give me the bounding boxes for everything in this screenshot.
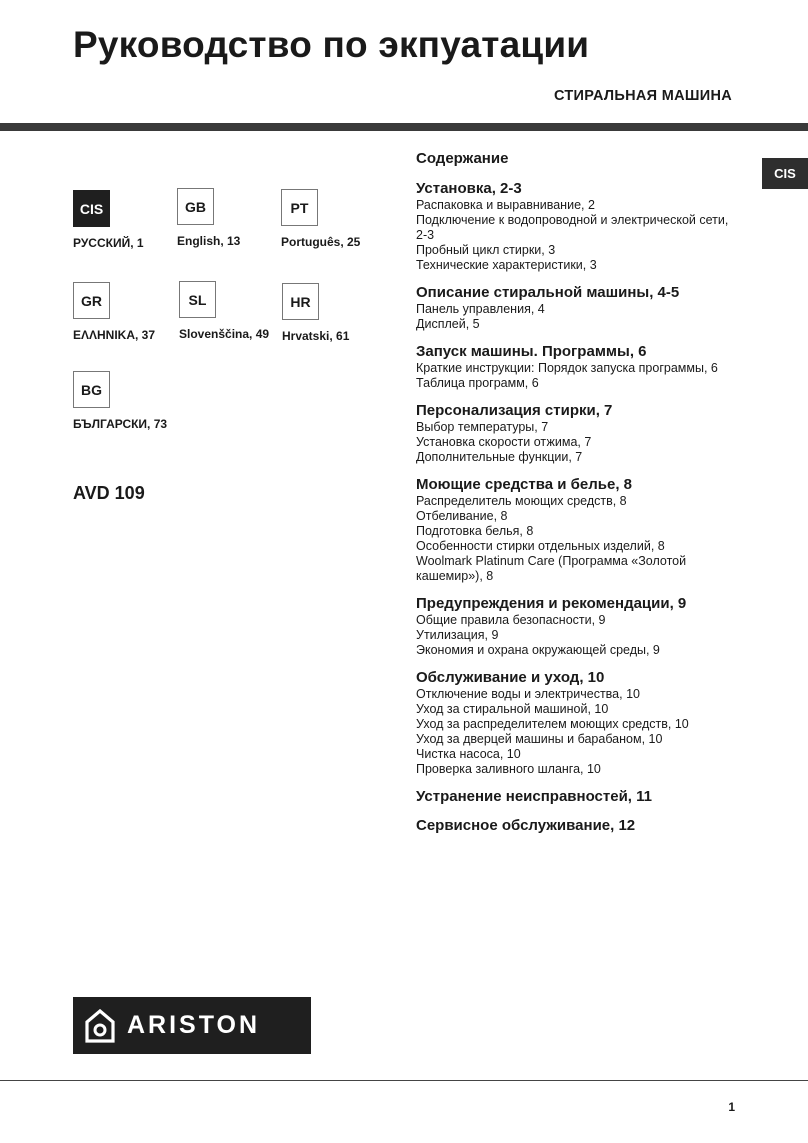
language-code-box: PT (281, 189, 318, 226)
toc-section (416, 402, 736, 465)
toc-item[interactable]: Технические характеристики, 3 (416, 258, 597, 272)
toc-sections (416, 180, 736, 835)
toc-item[interactable]: Отбеливание, 8 (416, 509, 508, 523)
language-gb[interactable] (177, 188, 241, 248)
language-gr[interactable] (73, 282, 156, 342)
toc-section-title[interactable]: Запуск машины. Программы, 6 (416, 343, 647, 360)
language-code-box: GB (177, 188, 214, 225)
toc-item[interactable]: Установка скорости отжима, 7 (416, 435, 592, 449)
table-of-contents (416, 150, 736, 846)
language-label: Slovenščina, 49 (179, 327, 270, 341)
toc-section-title[interactable]: Устранение неисправностей, 11 (416, 788, 652, 805)
toc-section-title[interactable]: Сервисное обслуживание, 12 (416, 817, 636, 834)
toc-section (416, 669, 736, 777)
language-label: English, 13 (177, 234, 241, 248)
footer-divider (0, 1080, 808, 1081)
toc-item[interactable]: Панель управления, 4 (416, 302, 545, 316)
language-code-box: GR (73, 282, 110, 319)
language-label: Hrvatski, 61 (282, 329, 350, 343)
toc-item[interactable]: Общие правила безопасности, 9 (416, 613, 606, 627)
language-sl[interactable] (179, 281, 270, 341)
toc-section (416, 817, 736, 835)
language-code-box: HR (282, 283, 319, 320)
language-label: РУССКИЙ, 1 (73, 236, 144, 250)
toc-section (416, 343, 736, 391)
toc-item[interactable]: Уход за стиральной машиной, 10 (416, 702, 609, 716)
page-title: Руководство по экпуатации (73, 24, 590, 65)
toc-item[interactable]: Уход за распределителем моющих средств, 10 (416, 717, 689, 731)
language-code-box: SL (179, 281, 216, 318)
house-icon (85, 1009, 115, 1043)
toc-item[interactable]: Распаковка и выравнивание, 2 (416, 198, 595, 212)
toc-item[interactable]: Проверка заливного шланга, 10 (416, 762, 601, 776)
toc-item[interactable]: Пробный цикл стирки, 3 (416, 243, 556, 257)
brand-name: ARISTON (127, 1011, 261, 1039)
toc-section-title[interactable]: Персонализация стирки, 7 (416, 402, 613, 419)
side-language-tab: CIS (762, 158, 808, 189)
toc-section-title[interactable]: Предупреждения и рекомендации, 9 (416, 595, 687, 612)
language-pt[interactable] (281, 189, 361, 249)
toc-section-title[interactable]: Установка, 2-3 (416, 180, 522, 197)
header-divider (0, 123, 808, 131)
toc-section (416, 595, 736, 658)
language-bg[interactable] (73, 371, 168, 431)
toc-item[interactable]: Дисплей, 5 (416, 317, 480, 331)
toc-item[interactable]: Дополнительные функции, 7 (416, 450, 583, 464)
toc-item[interactable]: Особенности стирки отдельных изделий, 8 (416, 539, 665, 553)
language-label: ΕΛΛΗΝΙΚΑ, 37 (73, 328, 156, 342)
toc-heading: Содержание (416, 150, 509, 167)
toc-item[interactable]: Таблица программ, 6 (416, 376, 539, 390)
toc-item[interactable]: Отключение воды и электричества, 10 (416, 687, 640, 701)
toc-item[interactable]: Экономия и охрана окружающей среды, 9 (416, 643, 660, 657)
toc-section-title[interactable]: Моющие средства и белье, 8 (416, 476, 633, 493)
language-label: Português, 25 (281, 235, 361, 249)
toc-section-title[interactable]: Описание стиральной машины, 4-5 (416, 284, 680, 301)
toc-section (416, 284, 736, 332)
toc-item[interactable]: Краткие инструкции: Порядок запуска программы, 6 (416, 361, 718, 375)
toc-section-title[interactable]: Обслуживание и уход, 10 (416, 669, 605, 686)
toc-item[interactable]: Уход за дверцей машины и барабаном, 10 (416, 732, 663, 746)
toc-item[interactable]: Утилизация, 9 (416, 628, 499, 642)
toc-item[interactable]: Подключение к водопроводной и электрической сети, 2-3 (416, 213, 729, 242)
language-hr[interactable] (282, 283, 350, 343)
page-number: 1 (728, 1100, 735, 1114)
page-subtitle: СТИРАЛЬНАЯ МАШИНА (553, 88, 732, 104)
language-cis[interactable] (73, 190, 144, 250)
toc-item[interactable]: Подготовка белья, 8 (416, 524, 534, 538)
language-code-box: CIS (73, 190, 110, 227)
toc-section (416, 476, 736, 584)
toc-item[interactable]: Распределитель моющих средств, 8 (416, 494, 627, 508)
toc-item[interactable]: Woolmark Platinum Care (Программа «Золотой кашемир»), 8 (416, 554, 687, 583)
toc-section (416, 180, 736, 273)
ariston-logo (73, 997, 311, 1054)
language-code-box: BG (73, 371, 110, 408)
toc-section (416, 788, 736, 806)
toc-item[interactable]: Выбор температуры, 7 (416, 420, 549, 434)
model-number: AVD 109 (73, 483, 145, 503)
language-label: БЪЛГАРСКИ, 73 (73, 417, 168, 431)
toc-item[interactable]: Чистка насоса, 10 (416, 747, 521, 761)
